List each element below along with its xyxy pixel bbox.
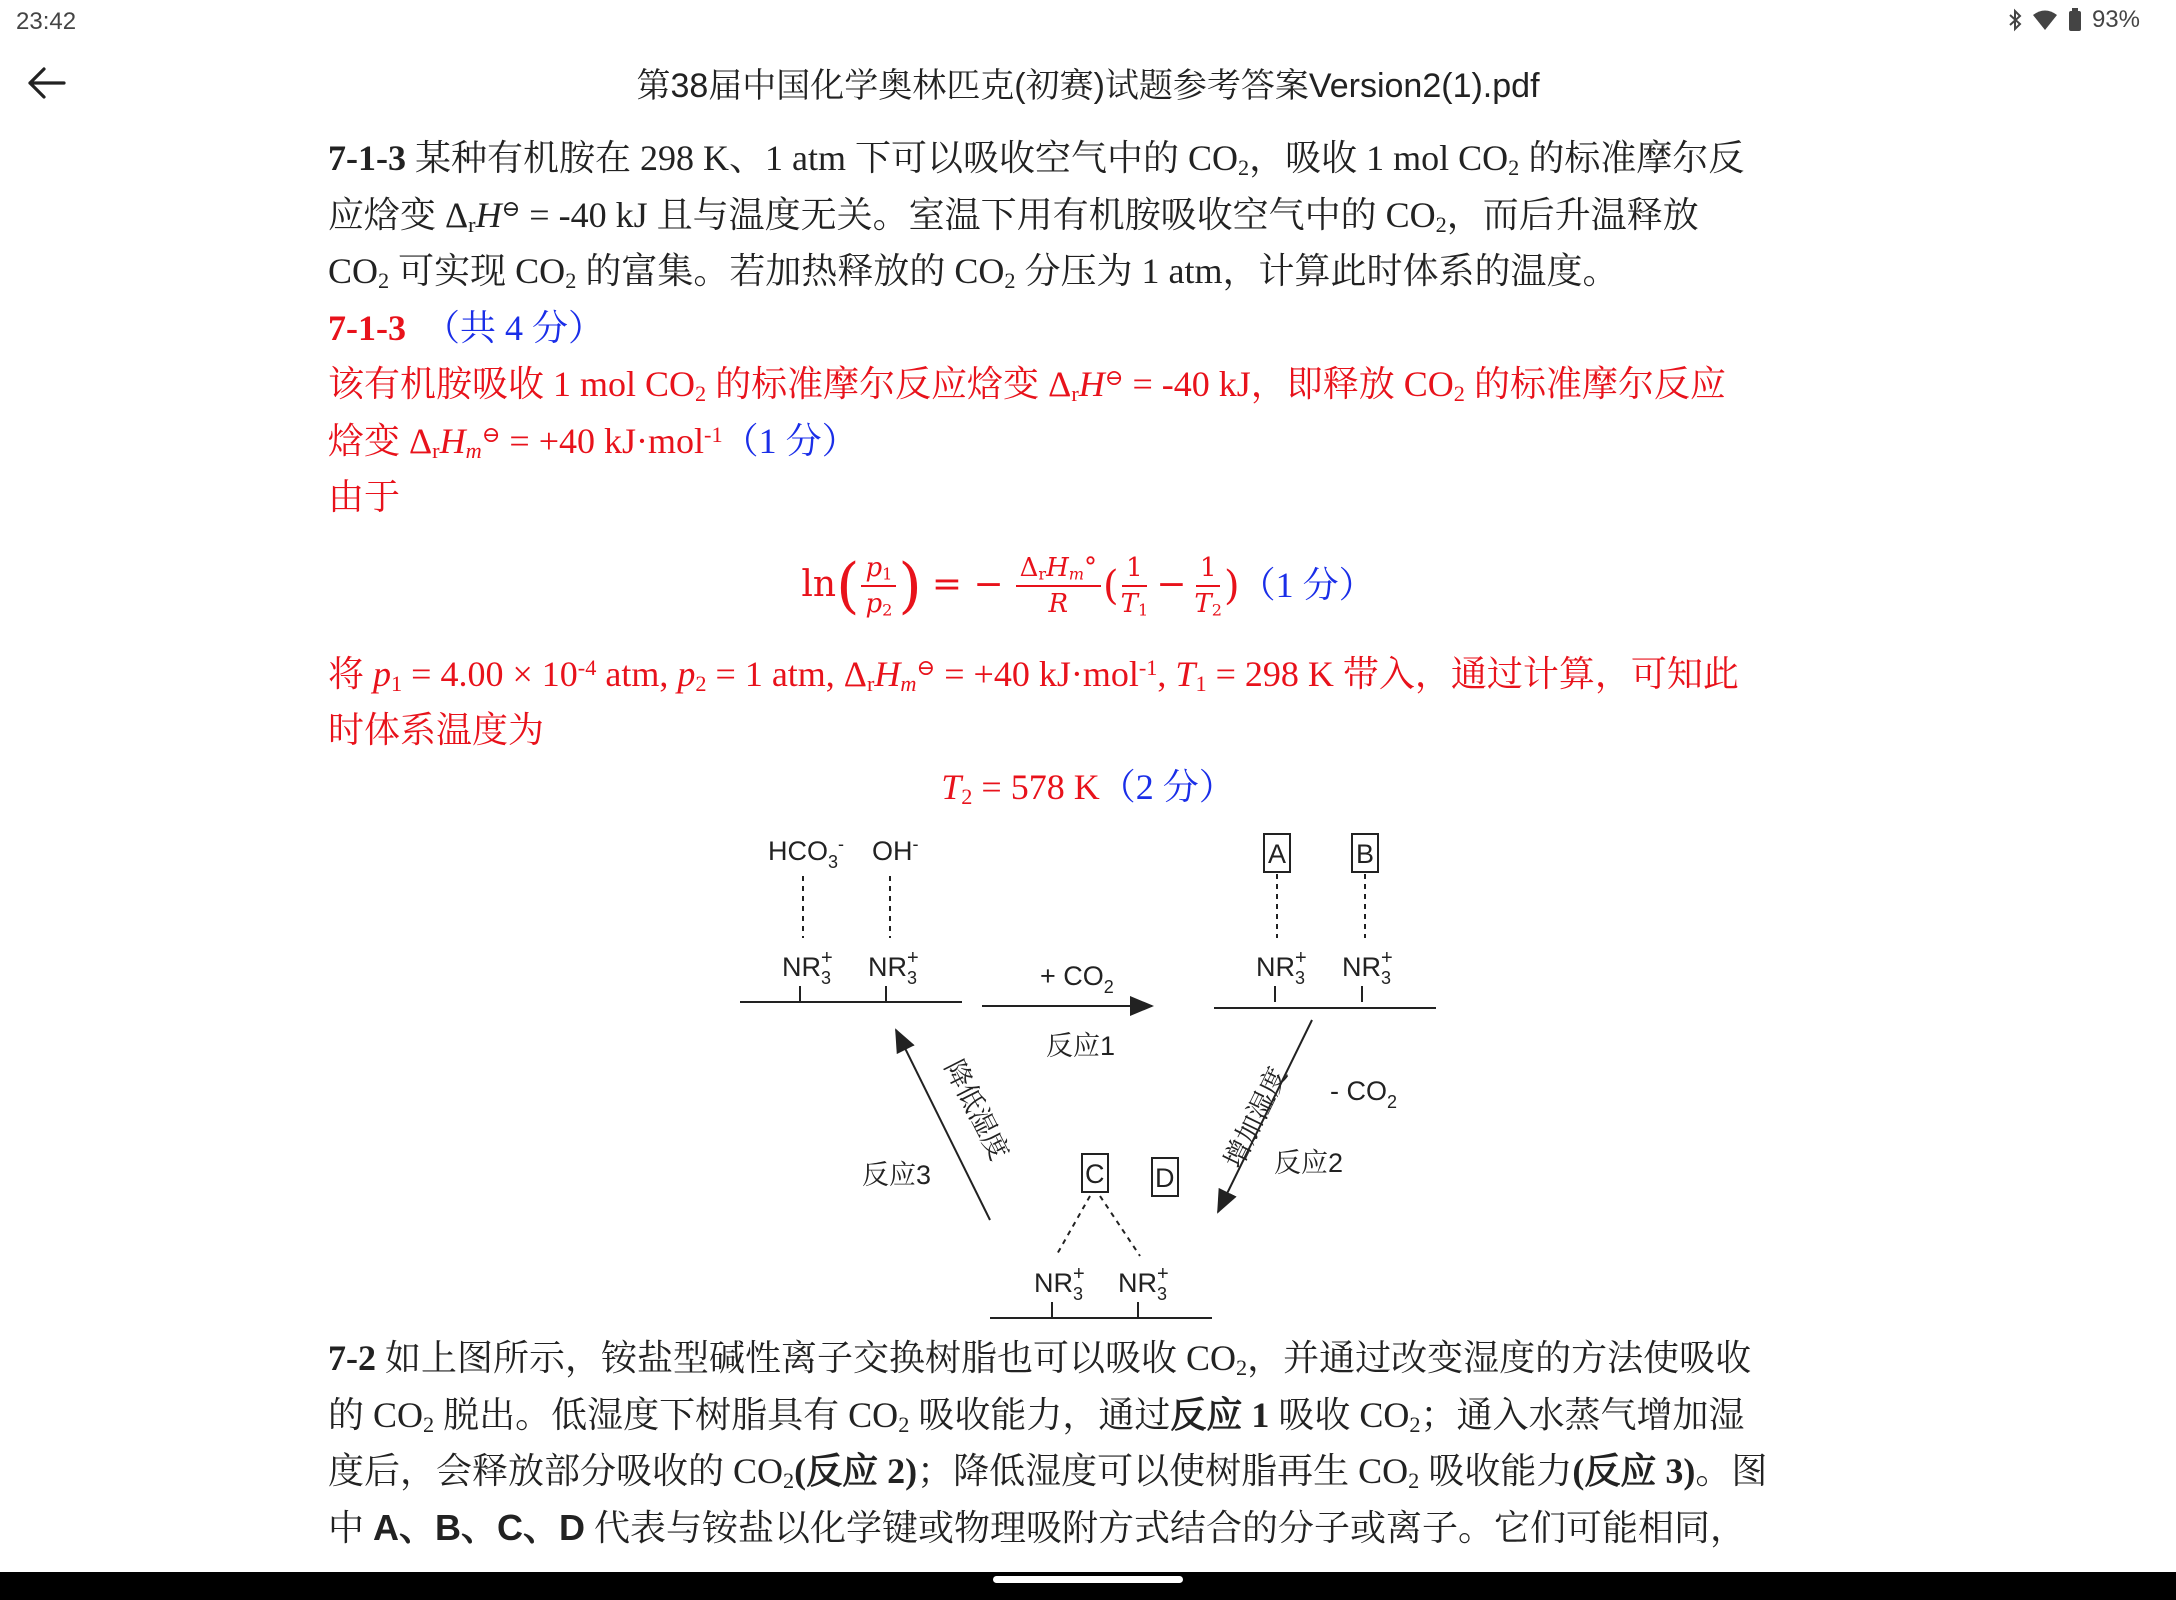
nr3-cation: $NR_3+$ — [1034, 1263, 1085, 1304]
result-line: $T_2 = 578$ K（2 分） — [941, 766, 1235, 809]
document-title: 第38届中国化学奥林匹克(初赛)试题参考答案Version2(1).pdf — [636, 67, 1540, 105]
home-gesture-handle[interactable] — [993, 1576, 1183, 1583]
reaction-cycle-diagram — [700, 810, 1460, 1330]
reaction3-label: 反应3 — [862, 1160, 932, 1190]
bluetooth-icon — [2008, 8, 2022, 32]
decrease-humidity-label: 降低湿度 — [938, 1055, 1015, 1165]
question-7-2: 7-2 如上图所示，铵盐型碱性离子交换树脂也可以吸收 $CO_2$，并通过改变湿度的方法使吸收 的 $CO_2$ 脱出。低湿度下树脂具有 $CO_2$ 吸收能力，通过反应 1 吸收 $CO_2$；通入水蒸气增加湿 度后，会释放部分吸收的 $CO_2$(反应 2)；降低湿度可以使树脂再生 $CO_2$ 吸收能力(反应 3)。图 中 A、B、C、D 代表与铵盐以化学键或物理吸附方式结合的分子或离子。它们可能相同， — [328, 1338, 1768, 1548]
oh-label: OH- — [872, 834, 919, 866]
question-7-1-3: 7-1-3 某种有机胺在 298 K、1 atm 下可以吸收空气中的 $CO_2$，吸收 1 mol $CO_2$ 的标准摩尔反 应焓变 $\Delta_rH^⊖ = -40$ kJ 且与温度无关。室温下用有机胺吸收空气中的 $CO_2$，而后升温释放 $CO_2$ 可实现 $CO_2$ 的富集。若加热释放的 $CO_2$ 分压为 1 atm，计算此时体系的温度。 — [328, 138, 1745, 293]
app-bar — [0, 44, 2176, 120]
status-bar — [0, 0, 2176, 44]
label-d: D — [1155, 1163, 1175, 1193]
resin-after-co2 — [1214, 834, 1436, 1008]
hco3-label: $HCO_3^-$ — [768, 834, 845, 872]
pdf-page — [328, 130, 1848, 815]
reaction1-label: 反应1 — [1046, 1031, 1116, 1061]
label-b: B — [1356, 839, 1375, 869]
status-time: 23:42 — [16, 8, 77, 35]
nr3-cation: $NR_3+$ — [868, 947, 919, 988]
resin-high-humidity — [990, 1154, 1212, 1318]
wifi-icon — [2032, 9, 2058, 31]
battery-icon — [2068, 8, 2082, 32]
nr3-cation: $NR_3+$ — [1118, 1263, 1169, 1304]
resin-low-humidity — [740, 834, 962, 1002]
nr3-cation: $NR_3+$ — [1342, 947, 1393, 988]
increase-humidity-label: 增加湿度 — [1218, 1062, 1293, 1173]
answer-header: 7-1-3 （共 4 分） — [328, 307, 604, 348]
answer-text: 该有机胺吸收 1 mol $CO_2$ 的标准摩尔反应焓变 $\Delta_rH^⊖ = -40$ kJ，即释放 $CO_2$ 的标准摩尔反应 焓变 $\Delta_rH_m^⊖ = +40$ kJ·mol$^{-1}$（1 分） 由于 — [328, 364, 1726, 517]
nr3-cation: $NR_3+$ — [782, 947, 833, 988]
battery-percent: 93% — [2091, 6, 2140, 33]
substitution-text: 将 $p_1 = 4.00 \times 10^{-4}$ atm, $p_2 = 1$ atm, $\Delta_rH_m^⊖ = +40$ kJ·mol$^{-1}$, $T_1 = 298$ K 带入，通过计算，可知此 时体系温度为 — [328, 653, 1739, 750]
clausius-clapeyron-equation: ln ( $\frac{p_1}{p_2}$ ) = − $\frac{\Delta_rH_m^\circ}{R}$ ( $\frac{1}{T_1}$ − $\frac{1}{T_2}$ ) （1 分） — [801, 550, 1375, 621]
minus-co2-label: - $CO_2$ — [1330, 1076, 1398, 1112]
question-7-2-container — [328, 1330, 1848, 1556]
reaction2-label: 反应2 — [1274, 1148, 1344, 1178]
nr3-cation: $NR_3+$ — [1256, 947, 1307, 988]
label-a: A — [1268, 839, 1287, 869]
plus-co2-label: + $CO_2$ — [1040, 961, 1114, 997]
label-c: C — [1085, 1159, 1105, 1189]
